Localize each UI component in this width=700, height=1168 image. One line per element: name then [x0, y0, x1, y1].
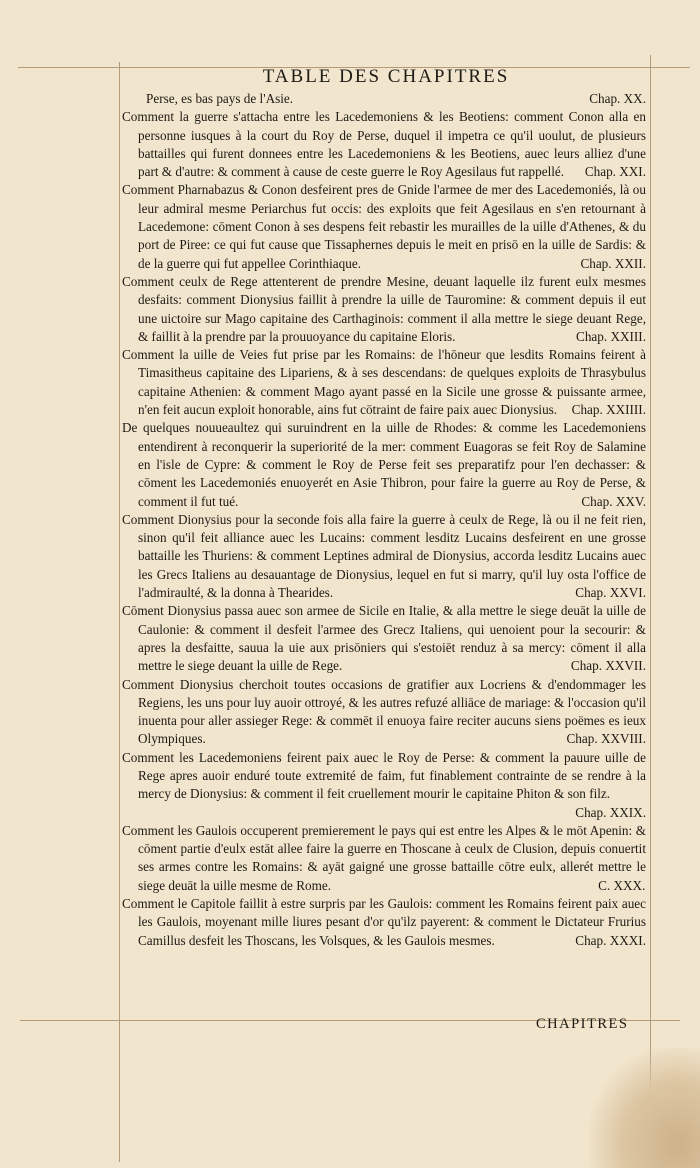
chapter-number: Chap. XXI.: [584, 164, 646, 180]
chapter-summary: Comment Dionysius cherchoit toutes occasions de gratifier aux Locriens & d'endommager les Regiens, les uns pour luy auoir ottroyé, & les autres refuzé alliāce de mariage: & l'occasion qu'il inuenta pour aller assieger Rege: & commēt il enuoya faire reciter aucuns siens poëmes es ieux Olympiques.: [122, 676, 646, 747]
chapter-number: Chap. XXIII.: [576, 328, 646, 344]
catchword: CHAPITRES: [536, 1016, 629, 1032]
chapter-number: Chap. XXXI.: [575, 932, 646, 948]
chapter-number: C. XXX.: [598, 877, 646, 893]
chapter-entry: [122, 895, 646, 950]
chapter-summary: Comment les Gaulois occuperent premierement le pays qui est entre les Alpes & le mōt Apenin: & cōment partie d'eulx estāt allee faire la guerre en Thoscane à ceulx de Clusion, depuis conuertit ses armes contre les Romains: & ayāt gaigné une grosse battaille cōtre eulx, allerét mettre le siege deuāt la uille mesme de Rome.: [122, 822, 646, 893]
chapter-summary: Perse, es bas pays de l'Asie.: [146, 91, 294, 106]
chapter-number: Chap. XXIX.: [575, 804, 646, 820]
page-title: TABLE DES CHAPITRES: [262, 66, 510, 87]
right-margin-rule: [650, 55, 651, 1160]
chapter-list: [122, 90, 646, 950]
chapter-summary: Cōment Dionysius passa auec son armee de Sicile en Italie, & alla mettre le siege deuāt la uille de Caulonie: & comment il desfeit l'armee des Grecz Italiens, qui uenoient pour la secourir: & apres la desfaitte, sauua la uie aux prisōniers qui s'estoiēt renduz à sa mercy: cōment il alla mettre le siege deuant la uille de Rege.: [122, 603, 646, 674]
chapter-number: Chap. XXVIII.: [566, 731, 646, 747]
chapter-number: Chap. XXVII.: [570, 658, 646, 674]
chapter-entry: [122, 108, 646, 181]
chapter-entry: [122, 602, 646, 675]
chapter-summary: Comment les Lacedemoniens feirent paix auec le Roy de Perse: & comment la pauure uille de Rege apres auoir enduré toute extremité de faim, fut finablement contrainte de se rendre à la mercy de Dionysius: & comment il feit cruellement mourir le capitaine Phiton & son filz.: [122, 749, 646, 802]
chapter-summary: Comment Pharnabazus & Conon desfeirent pres de Gnide l'armee de mer des Lacedemoniés, là ou leur admiral mesme Periarchus fut occis: des exploits que feit Agesilaus en s'en retournant à Lacedemone: cōment Conon à ses despens feit rebastir les murailles de la uille d'Athenes, & du port de Piree: ce qui fut cause que Tissaphernes depuis le meit en prisō en la uille de Sardis: & de la guerre qui fut appellee Corinthiaque.: [122, 182, 646, 271]
chapter-entry: [122, 346, 646, 419]
chapter-entry: [122, 822, 646, 895]
chapter-entry: [122, 419, 646, 510]
chapter-number: Chap. XXIIII.: [571, 402, 646, 418]
chapter-number: Chap. XXII.: [580, 255, 646, 271]
chapter-summary: Comment Dionysius pour la seconde fois alla faire la guerre à ceulx de Rege, là ou il ne feit rien, sinon qu'il feit alliance auec les Lucains: comment lesditz Lucains desfeirent en une grosse battaille les Thuriens: & comment Leptines admiral de Dionysius, accorda lesditz Lucains auec les Grecs Italiens au desauantage de Dionysius, lequel en fut si marry, qu'il luy osta l'office de l'admiraulté, & la donna à Thearides.: [122, 511, 646, 601]
chapter-entry: [122, 273, 646, 346]
chapter-entry: [122, 90, 646, 108]
chapter-entry: [122, 676, 646, 749]
paper-stain: [590, 1048, 700, 1168]
chapter-entry: [122, 511, 646, 602]
chapter-number: Chap. XXV.: [581, 493, 646, 509]
chapter-summary: Comment le Capitole faillit à estre surpris par les Gaulois: comment les Romains feirent paix auec les Gaulois, moyenant mille liures pesant d'or qu'ilz payerent: & comment le Dictateur Frurius Camillus desfeit les Thoscans, les Volsques, & les Gaulois mesmes.: [122, 896, 646, 948]
chapter-summary: Comment ceulx de Rege attenterent de prendre Mesine, deuant laquelle ilz furent eulx mesmes desfaits: comment Dionysius faillit à prendre la uille de Tauromine: & comment depuis il eut une uictoire sur Mago capitaine des Carthaginois: comment il alla mettre le siege deuant Rege, & faillit à la prendre par la prouuoyance du capitaine Eloris.: [122, 273, 646, 344]
chapter-entry: [122, 181, 646, 272]
chapter-entry: [122, 749, 646, 822]
chapter-summary: Comment la uille de Veies fut prise par les Romains: de l'hōneur que lesdits Romains feirent à Timasitheus capitaine des Lipariens, & à ses descendans: de quelques exploits de Thrasybulus capitaine Athenien: & comment Mago ayant passé en la Sicile une grosse & puissante armee, n'en feit aucun exploit honorable, ains fut cōtraint de faire paix auec Dionysius.: [122, 347, 646, 418]
chapter-summary: De quelques nouueaultez qui suruindrent en la uille de Rhodes: & comme les Lacedemoniens entendirent à reconquerir la superiorité de la mer: comment Euagoras se feit Roy de Salamine en l'isle de Cypre: & comment le Roy de Perse feit ses preparatifz pour l'en dechasser: & cōment les Lacedemoniés enuoyerét en Asie Thibron, pour faire la guerre au Roy de Perse, & comment il fut tué.: [122, 420, 646, 509]
chapter-number: Chap. XX.: [589, 91, 646, 106]
chapter-summary: Comment la guerre s'attacha entre les Lacedemoniens & les Beotiens: comment Conon alla en personne iusques à la court du Roy de Perse, duquel il impetra ce qu'il uoulut, de plusieurs battailles qui furent donnees entre les Lacedemoniens & les Beotiens, auec leurs alliez d'une part & d'autre: & comment à cause de ceste guerre le Roy Agesilaus fut rappellé.: [122, 109, 646, 180]
chapter-number: Chap. XXVI.: [575, 585, 646, 601]
left-margin-rule: [119, 62, 120, 1162]
